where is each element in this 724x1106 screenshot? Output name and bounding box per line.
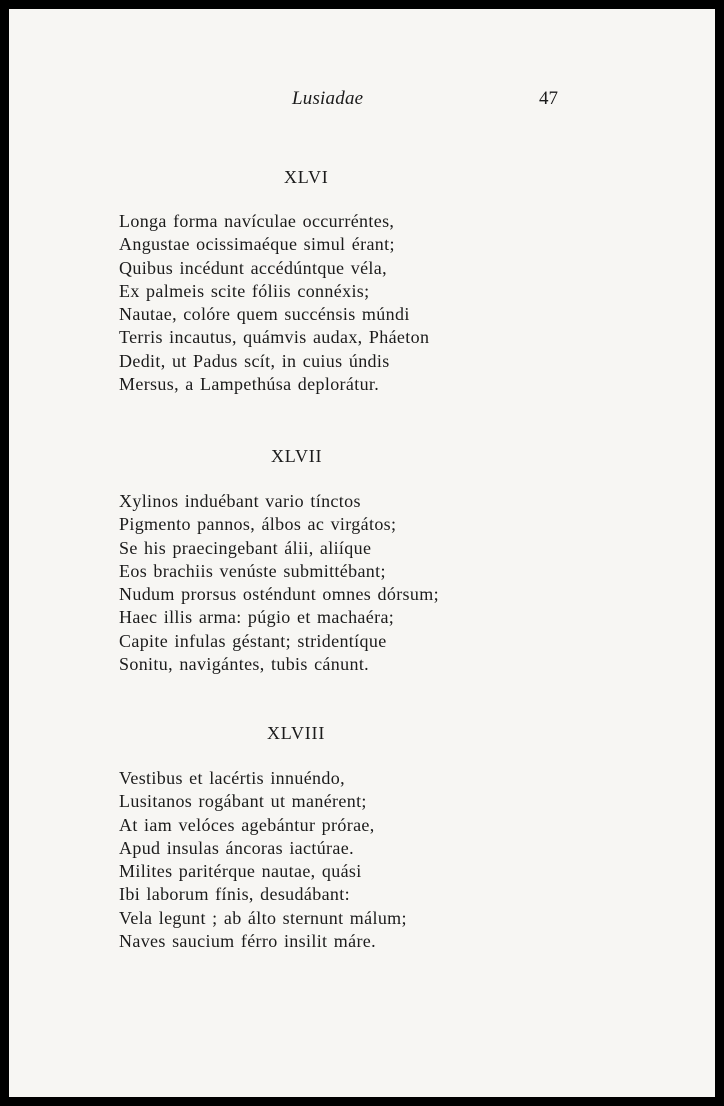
verse-line: Ibi laborum fínis, desudábant:: [119, 884, 350, 905]
verse-line: Eos brachiis venúste submittébant;: [119, 560, 386, 581]
verse-line: Capite infulas géstant; stridentíque: [119, 630, 387, 651]
verse-line: Longa forma navículae occurréntes,: [119, 211, 395, 231]
verse-line: Vestibus et lacértis innuéndo,: [119, 768, 345, 788]
verse-line: Terris incautus, quámvis audax, Pháeton: [119, 327, 430, 348]
verse-line: Haec illis arma: púgio et machaéra;: [119, 607, 395, 628]
verse-line: Mersus, a Lampethúsa deplorátur.: [119, 374, 380, 395]
page-number: 47: [539, 88, 558, 109]
running-title: Lusiadae: [292, 88, 364, 109]
stanza: [119, 210, 679, 396]
verse-line: Naves saucium férro insilit máre.: [119, 931, 376, 952]
verse-line: Quibus incédunt accédúntque véla,: [119, 257, 387, 278]
verse-line: Vela legunt ; ab álto sternunt málum;: [119, 907, 407, 928]
verse-line: Apud insulas áncoras iactúrae.: [119, 837, 354, 858]
stanza: [119, 767, 679, 953]
verse-line: Lusitanos rogábant ut manérent;: [119, 791, 367, 812]
verse-line: Dedit, ut Padus scít, in cuius úndis: [119, 350, 390, 371]
verse-line: Xylinos induébant vario tínctos: [119, 491, 361, 511]
stanza-number: XLVIII: [267, 723, 326, 743]
verse-line: Pigmento pannos, álbos ac virgátos;: [119, 514, 397, 535]
verse-line: Nautae, colóre quem succénsis múndi: [119, 304, 410, 325]
verse-line: Ex palmeis scite fóliis connéxis;: [119, 280, 370, 301]
verse-line: Nudum prorsus osténdunt omnes dórsum;: [119, 584, 439, 605]
stanza: [119, 490, 679, 676]
verse-line: Sonitu, navigántes, tubis cánunt.: [119, 654, 370, 675]
stanza-number: XLVII: [271, 446, 323, 466]
verse-line: Se his praecingebant álii, aliíque: [119, 537, 372, 558]
verse-line: At iam velóces agebántur prórae,: [119, 814, 375, 835]
verse-line: Angustae ocissimaéque simul érant;: [119, 234, 395, 255]
stanza-number: XLVI: [284, 167, 329, 187]
verse-line: Milites paritérque nautae, quási: [119, 861, 362, 882]
book-page: [9, 9, 715, 1097]
